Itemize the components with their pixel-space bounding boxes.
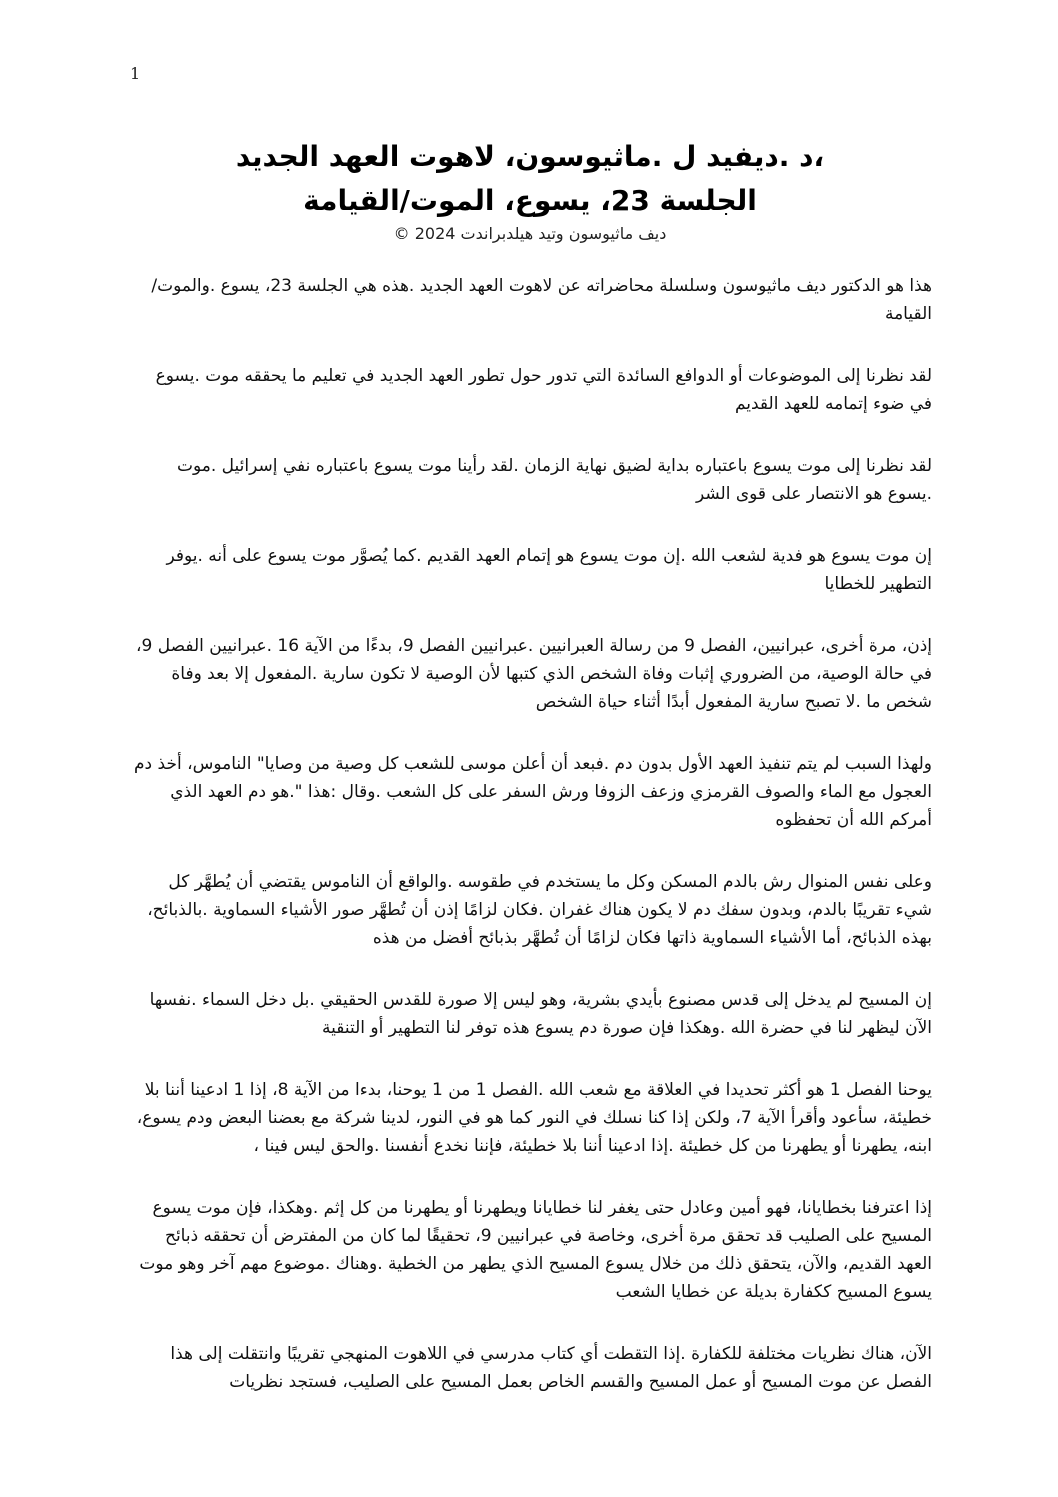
paragraph: إن المسيح لم يدخل إلى قدس مصنوع بأيدي بشرية، وهو ليس إلا صورة للقدس الحقيقي .بل دخل السماء .نفسها الآن ليظهر لنا في حضرة الله .وهكذا فإن صورة دم يسوع هذه توفر لنا التطهير أو التنقية — [149, 990, 932, 1038]
page-number: 1 — [130, 64, 141, 83]
title-line-1: ،د .ديفيد ل .ماثيوسون، لاهوت العهد الجديد — [235, 140, 825, 173]
paragraph: لقد نظرنا إلى موت يسوع باعتباره بداية لضيق نهاية الزمان .لقد رأينا موت يسوع باعتباره نفي إسرائيل .موت .يسوع هو الانتصار على قوى الشر — [176, 456, 932, 504]
paragraph: وعلى نفس المنوال رش بالدم المسكن وكل ما يستخدم في طقوسه .والواقع أن الناموس يقتضي أن يُطهَّر كل شيء تقريبًا بالدم، وبدون سفك دم لا يكون هناك غفران .فكان لزامًا إذن أن تُطهَّر صور الأشياء السماوية .بالذبائح، بهذه الذبائح، أما الأشياء السماوية ذاتها فكان لزامًا أن تُطهَّر بذبائح أفضل من هذه — [147, 872, 932, 948]
paragraph: ولهذا السبب لم يتم تنفيذ العهد الأول بدون دم .فبعد أن أعلن موسى للشعب كل وصية من وصايا" الناموس، أخذ دم العجول مع الماء والصوف القرمزي وزعف الزوفا ورش السفر على كل الشعب .وقال :هذا ".هو دم العهد الذي أمركم الله أن تحفظوه — [134, 754, 932, 830]
document-header — [130, 135, 930, 245]
paragraph: الآن، هناك نظريات مختلفة للكفارة .إذا التقطت أي كتاب مدرسي في اللاهوت المنهجي تقريبًا وانتقلت إلى هذا الفصل عن موت المسيح أو عمل المسيح والقسم الخاص بعمل المسيح على الصليب، فستجد نظريات — [170, 1344, 932, 1392]
paragraph: إذن، مرة أخرى، عبرانيين، الفصل 9 من رسالة العبرانيين .عبرانيين الفصل 9، بدءًا من الآية 16 .عبرانيين الفصل 9، في حالة الوصية، من الضروري إثبات وفاة الشخص الذي كتبها لأن الوصية لا تكون سارية .المفعول إلا بعد وفاة شخص ما .لا تصبح سارية المفعول أبدًا أثناء حياة الشخص — [136, 636, 932, 712]
paragraph: يوحنا الفصل 1 هو أكثر تحديدا في العلاقة مع شعب الله .الفصل 1 من 1 يوحنا، بدءا من الآية 8، إذا 1 ادعينا أننا بلا خطيئة، سأعود وأقرأ الآية 7، ولكن إذا كنا نسلك في النور كما هو في النور، لدينا شركة مع بعضنا البعض ودم يسوع، ابنه، يطهرنا أو يطهرنا من كل خطيئة .إذا ادعينا أننا بلا خطيئة، فإننا نخدع أنفسنا .والحق ليس فينا ، — [136, 1080, 932, 1156]
paragraph: هذا هو الدكتور ديف ماثيوسون وسلسلة محاضراته عن لاهوت العهد الجديد .هذه هي الجلسة 23، يسوع .والموت/القيامة — [151, 276, 932, 324]
document-body — [134, 272, 932, 1430]
paragraph: لقد نظرنا إلى الموضوعات أو الدوافع السائدة التي تدور حول تطور العهد الجديد في تعليم ما يحققه موت .يسوع في ضوء إتمامه للعهد القديم — [155, 366, 932, 414]
paragraph: إذا اعترفنا بخطايانا، فهو أمين وعادل حتى يغفر لنا خطايانا ويطهرنا أو يطهرنا من كل إثم .وهكذا، فإن موت يسوع المسيح على الصليب قد تحقق مرة أخرى، وخاصة في عبرانيين 9، تحقيقًا لما كان من المفترض أن تحققه ذبائح العهد القديم، والآن، يتحقق ذلك من خلال يسوع المسيح الذي يطهر من الخطية .وهناك .موضوع مهم آخر وهو موت يسوع المسيح ككفارة بديلة عن خطايا الشعب — [139, 1198, 932, 1302]
copyright-notice: ديف ماثيوسون وتيد هيلدبراندت 2024 © — [393, 224, 667, 243]
title-line-2: الجلسة 23، يسوع، الموت/القيامة — [303, 184, 757, 217]
paragraph: إن موت يسوع هو فدية لشعب الله .إن موت يسوع هو إتمام العهد القديم .كما يُصوَّر موت يسوع على أنه .يوفر التطهير للخطايا — [166, 546, 932, 594]
